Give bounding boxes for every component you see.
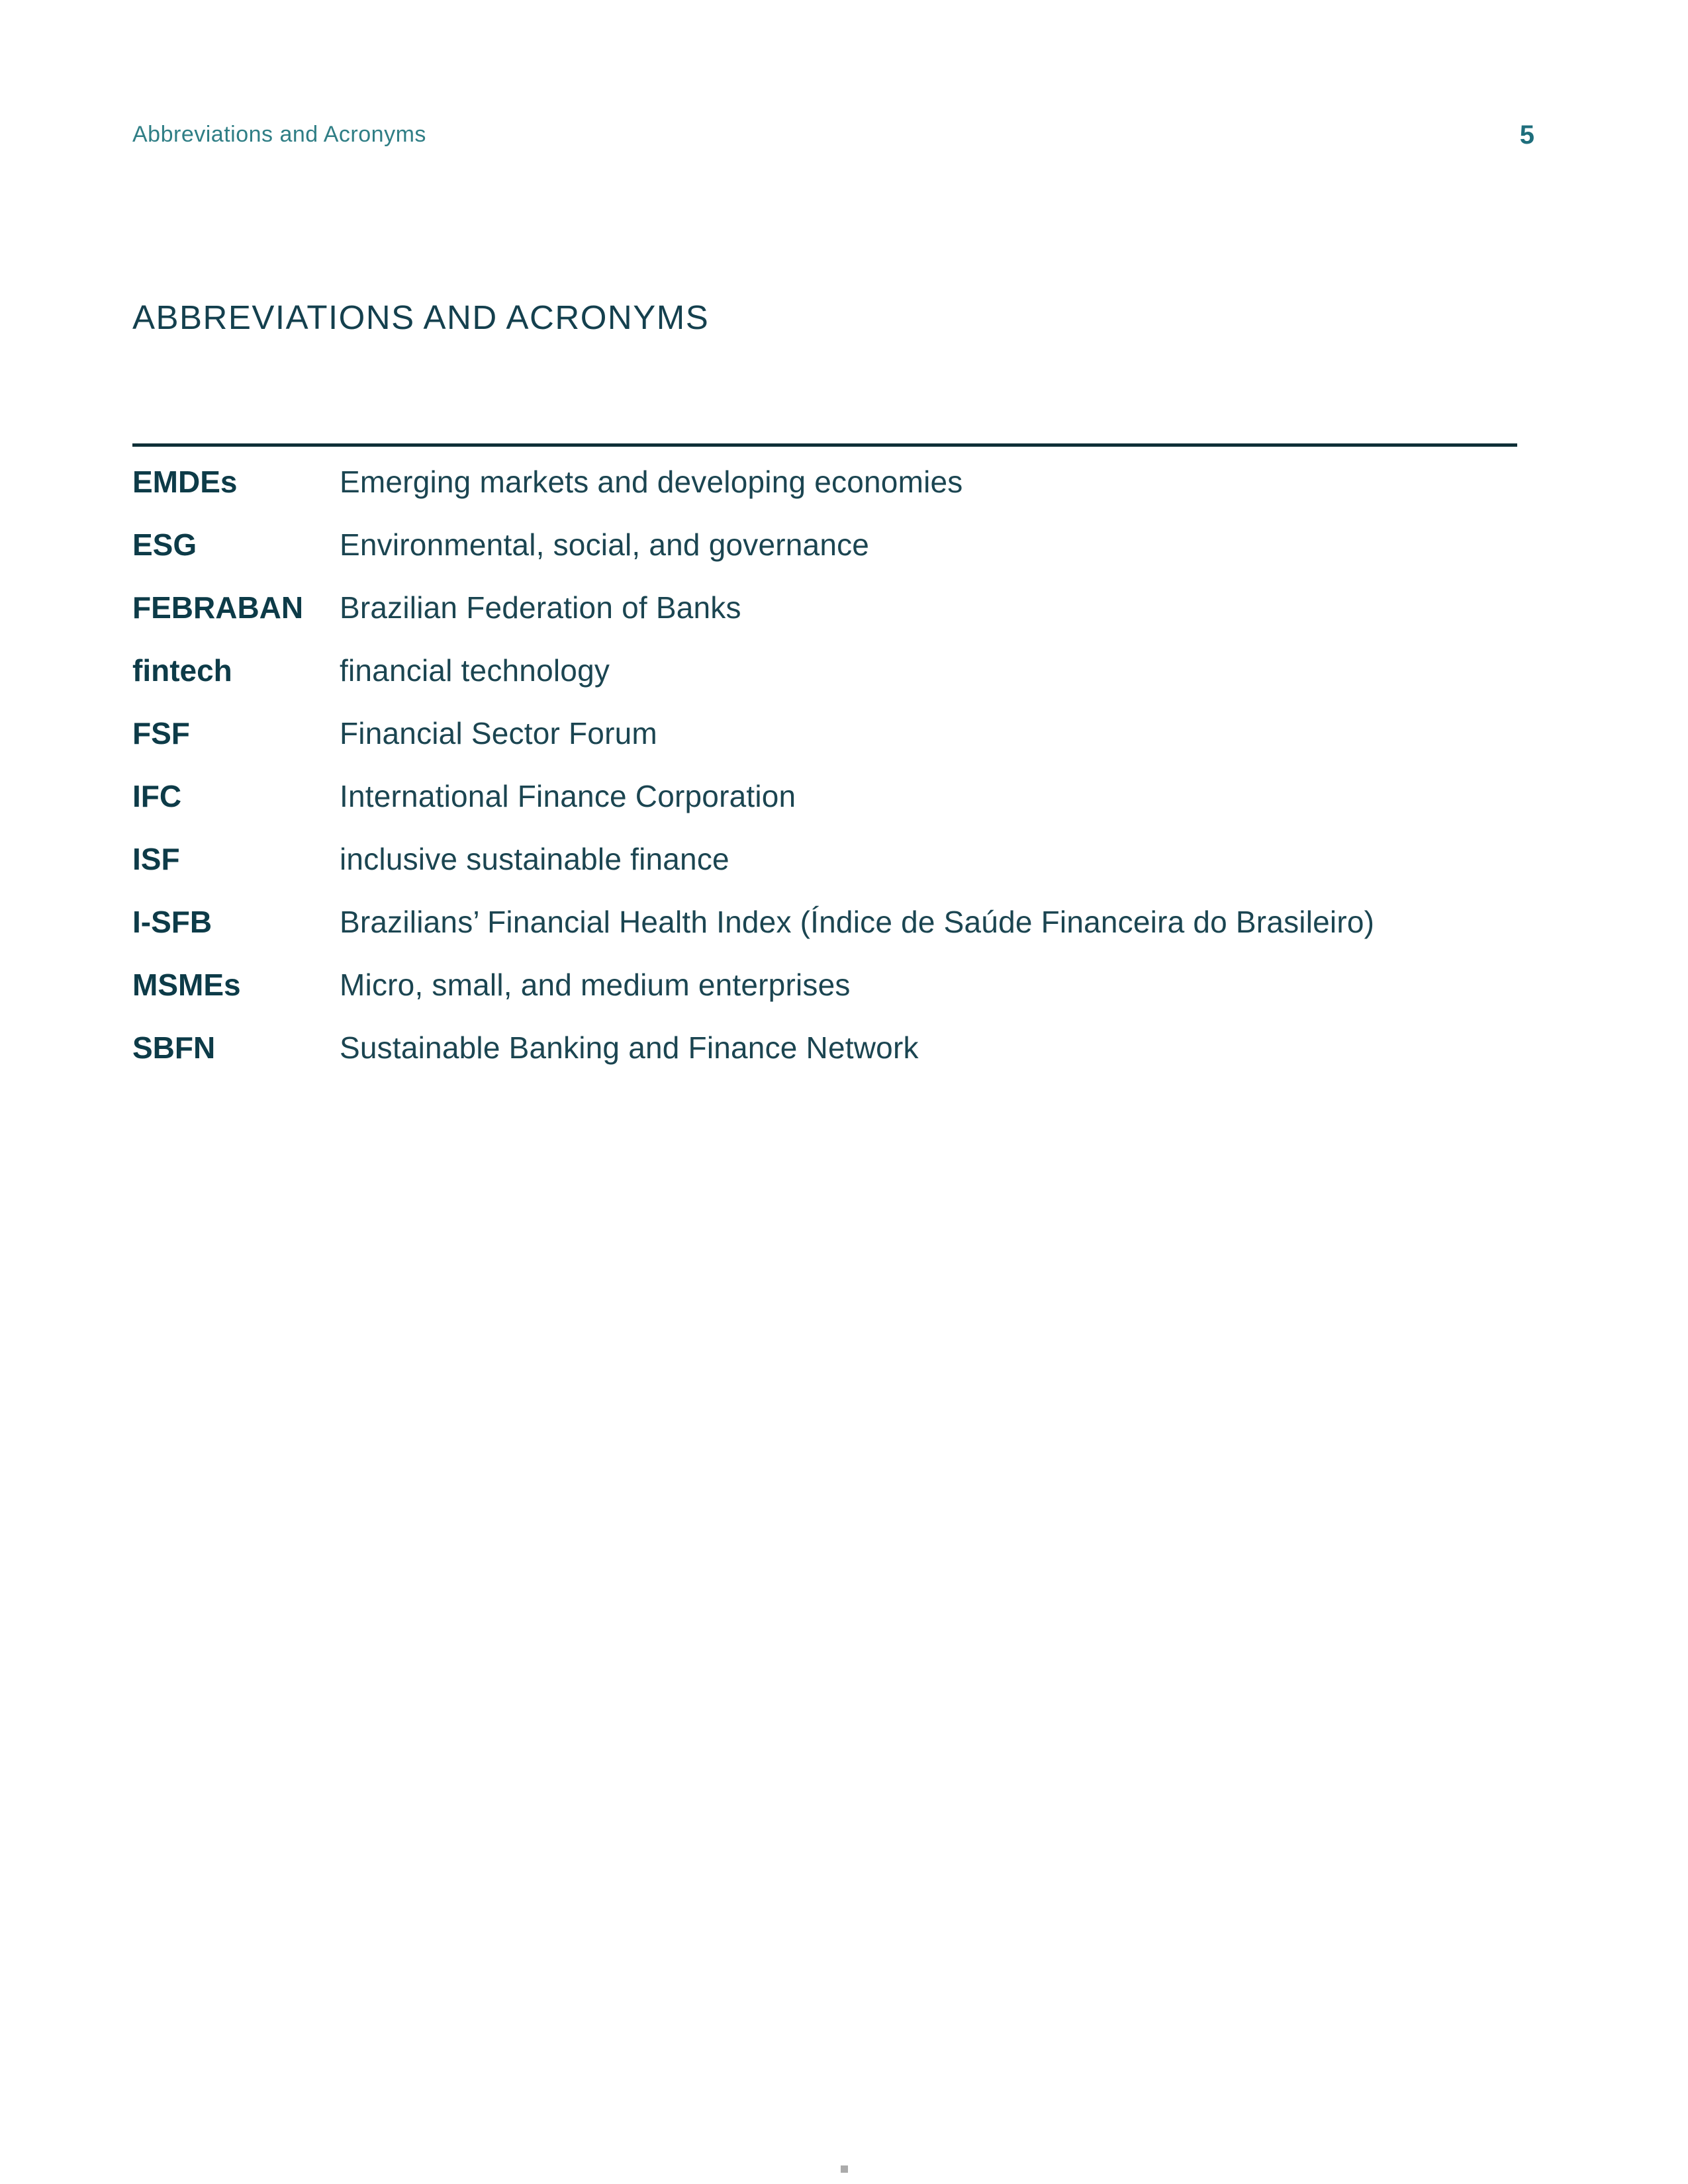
abbreviation-definition: Emerging markets and developing economies [340,465,963,499]
abbreviation-definition: Environmental, social, and governance [340,527,870,562]
page-title: ABBREVIATIONS AND ACRONYMS [132,298,710,336]
abbreviation-row [132,905,1556,938]
heading-rule [132,443,1517,447]
abbreviation-row [132,528,1556,561]
abbreviation-row [132,465,1556,498]
page-number: 5 [1519,120,1534,150]
abbreviation-term: FEBRABAN [132,590,304,625]
abbreviation-term: ESG [132,527,197,562]
running-header: Abbreviations and Acronyms [132,122,426,147]
abbreviation-list [132,465,1556,1094]
abbreviation-row [132,780,1556,813]
abbreviation-term: ISF [132,842,180,876]
abbreviation-row [132,842,1556,876]
abbreviation-definition: Brazilian Federation of Banks [340,590,741,625]
abbreviation-term: IFC [132,779,182,813]
abbreviation-term: SBFN [132,1030,216,1065]
abbreviation-row [132,591,1556,624]
abbreviation-definition: Sustainable Banking and Finance Network [340,1030,919,1065]
abbreviation-row [132,654,1556,687]
footer-decorative-mark [841,2165,848,2173]
abbreviation-term: FSF [132,716,190,751]
abbreviation-term: fintech [132,653,232,688]
abbreviation-definition: inclusive sustainable finance [340,842,729,876]
abbreviation-term: MSMEs [132,968,241,1002]
abbreviation-definition: financial technology [340,653,610,688]
abbreviation-definition: Financial Sector Forum [340,716,657,751]
abbreviation-row [132,1031,1556,1064]
abbreviation-definition: Brazilians’ Financial Health Index (Índice de Saúde Financeira do Brasileiro) [340,905,1375,939]
abbreviation-definition: International Finance Corporation [340,779,796,813]
abbreviation-definition: Micro, small, and medium enterprises [340,968,851,1002]
abbreviation-row [132,717,1556,750]
abbreviation-term: EMDEs [132,465,238,499]
abbreviation-term: I-SFB [132,905,212,939]
abbreviation-row [132,968,1556,1001]
